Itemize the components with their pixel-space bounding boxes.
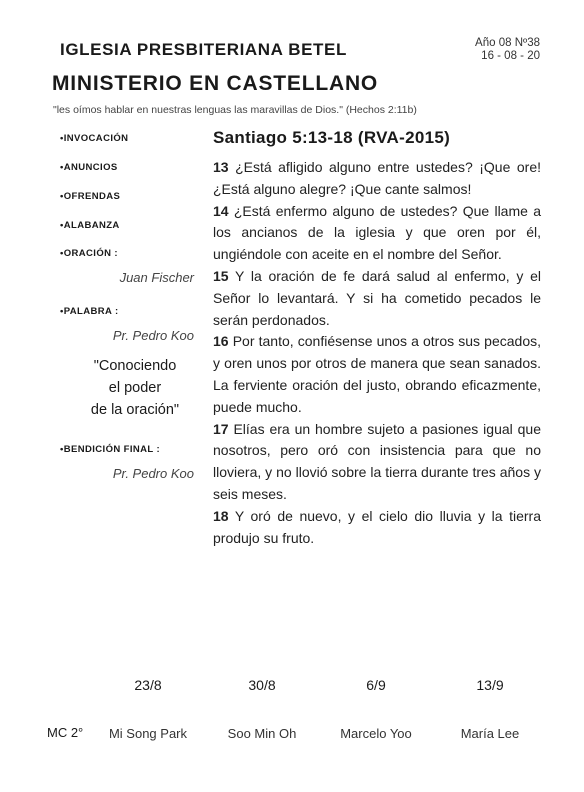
section-ofrendas: •OFRENDAS bbox=[60, 191, 121, 202]
section-bendicion: •BENDICIÓN FINAL : bbox=[60, 444, 161, 455]
verse-number: 14 bbox=[213, 202, 229, 219]
verse-text: Elías era un hombre sujeto a pasiones igual que nosotros, pero oró con insistencia para que no lloviera, y no llovió sobre la tierra durante tres años y seis meses. bbox=[213, 420, 541, 502]
schedule-name: Mi Song Park bbox=[108, 726, 188, 741]
verse-text: Y oró de nuevo, y el cielo dio lluvia y la tierra produjo su fruto. bbox=[213, 507, 541, 546]
section-oracion: •ORACIÓN : bbox=[60, 248, 118, 259]
verse-number: 16 bbox=[213, 333, 229, 350]
oracion-person: Juan Fischer bbox=[119, 270, 194, 285]
passage-title: Santiago 5:13-18 (RVA-2015) bbox=[213, 128, 451, 147]
bible-quote: "les oímos hablar en nuestras lenguas las maravillas de Dios." (Hechos 2:11b) bbox=[53, 104, 417, 116]
sermon-line: "Conociendo bbox=[93, 358, 177, 374]
palabra-person: Pr. Pedro Koo bbox=[112, 328, 194, 343]
verse bbox=[213, 506, 541, 550]
verse bbox=[213, 201, 541, 266]
schedule-name: Soo Min Oh bbox=[227, 726, 297, 741]
verse-text: ¿Está afligido alguno entre ustedes? ¡Que ore! ¿Está alguno alegre? ¡Que cante salmos! bbox=[213, 159, 541, 197]
church-name: IGLESIA PRESBITERIANA BETEL bbox=[60, 40, 347, 59]
verse bbox=[213, 157, 541, 201]
schedule-label: MC 2° bbox=[47, 725, 84, 740]
sermon-title bbox=[70, 355, 200, 421]
verse-number: 17 bbox=[213, 420, 229, 437]
verse-number: 15 bbox=[213, 267, 229, 284]
issue-number: Año 08 Nº38 bbox=[475, 37, 540, 49]
schedule-date: 23/8 bbox=[134, 677, 162, 693]
verse-number: 13 bbox=[213, 159, 229, 175]
section-anuncios: •ANUNCIOS bbox=[60, 162, 118, 173]
section-palabra: •PALABRA : bbox=[60, 306, 119, 317]
verse bbox=[213, 331, 541, 418]
verse-text: Por tanto, confiésense unos a otros sus pecados, y oren unos por otros de manera que sean sanados. La ferviente oración del justo, obrando eficazmente, puede mucho. bbox=[213, 333, 541, 415]
section-alabanza: •ALABANZA bbox=[60, 220, 120, 231]
passage-text bbox=[213, 157, 541, 549]
verse-text: ¿Está enfermo alguno de ustedes? Que llame a los ancianos de la iglesia y que oren por él, ungiéndole con aceite en el nombre del Señor. bbox=[213, 202, 541, 263]
schedule-name: Marcelo Yoo bbox=[340, 726, 412, 741]
verse-number: 18 bbox=[213, 507, 229, 524]
sermon-line: de la oración" bbox=[90, 402, 180, 418]
schedule-date: 30/8 bbox=[248, 677, 276, 693]
section-invocacion: •INVOCACIÓN bbox=[60, 133, 129, 144]
ministry-title: MINISTERIO EN CASTELLANO bbox=[52, 72, 379, 95]
schedule-name: María Lee bbox=[460, 726, 520, 741]
issue-info bbox=[475, 37, 540, 63]
schedule-date: 13/9 bbox=[476, 677, 504, 693]
verse-text: Y la oración de fe dará salud al enfermo, y el Señor lo levantará. Y si ha cometido pecados le serán perdonados. bbox=[213, 267, 541, 328]
verse bbox=[213, 419, 541, 506]
verse bbox=[213, 266, 541, 331]
issue-date: 16 - 08 - 20 bbox=[481, 50, 540, 62]
bendicion-person: Pr. Pedro Koo bbox=[112, 466, 194, 481]
sermon-line: el poder bbox=[108, 380, 162, 396]
schedule-date: 6/9 bbox=[366, 677, 386, 693]
